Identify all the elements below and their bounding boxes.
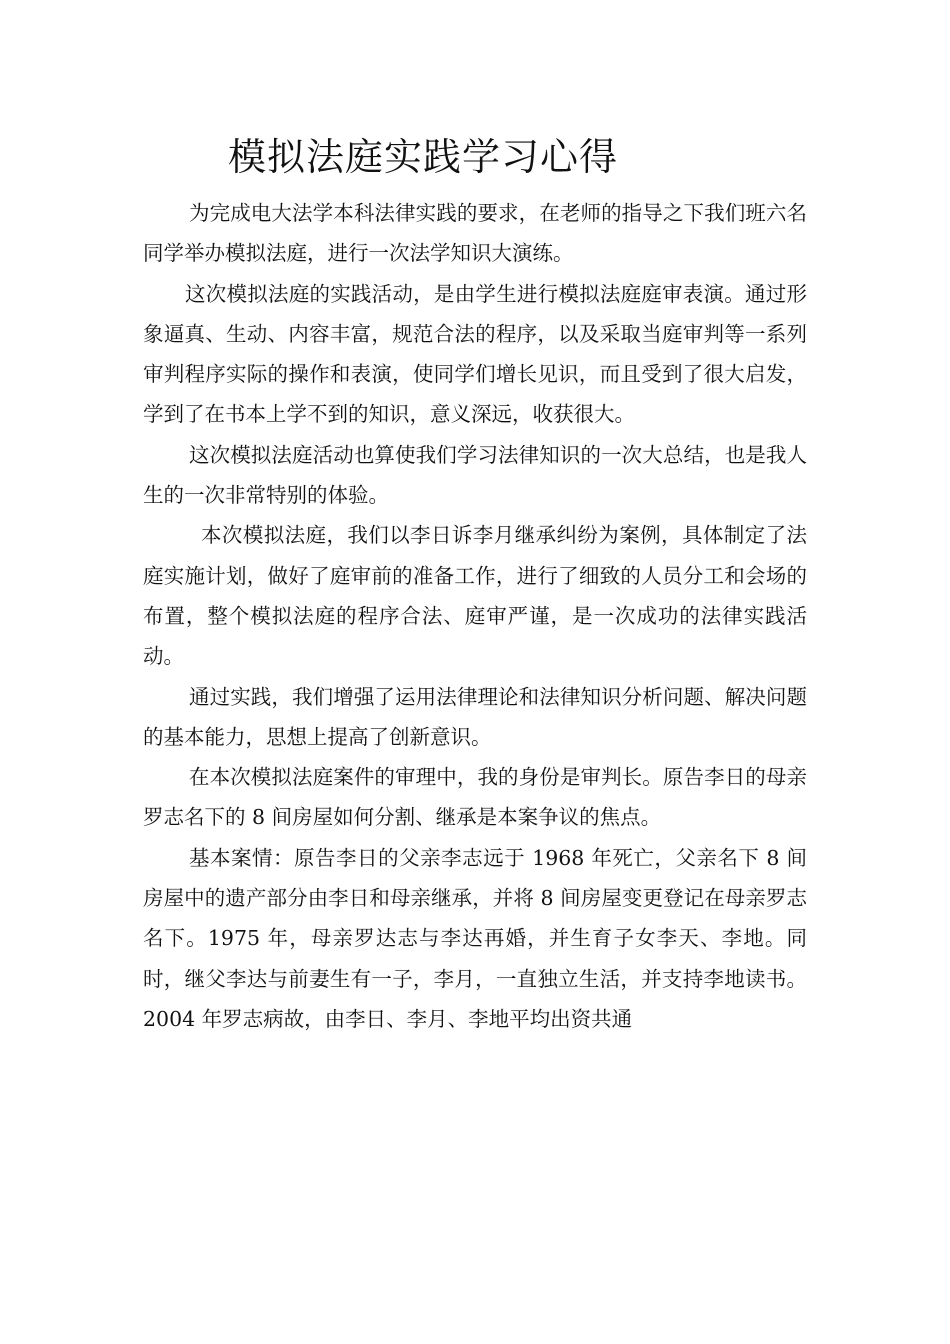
paragraph-6: 在本次模拟法庭案件的审理中，我的身份是审判长。原告李日的母亲罗志名下的 8 间房屋如何分割、继承是本案争议的焦点。 [143, 765, 807, 830]
document-body [143, 193, 807, 1039]
paragraph-1: 为完成电大法学本科法律实践的要求，在老师的指导之下我们班六名同学举办模拟法庭，进行一次法学知识大演练。 [143, 201, 807, 266]
document-title: 模拟法庭实践学习心得 [228, 135, 619, 180]
paragraph-3: 这次模拟法庭活动也算使我们学习法律知识的一次大总结，也是我人生的一次非常特别的体验。 [143, 442, 807, 508]
paragraph-5: 通过实践，我们增强了运用法律理论和法律知识分析问题、解决问题的基本能力，思想上提高了创新意识。 [143, 684, 807, 749]
paragraph-7: 基本案情：原告李日的父亲李志远于 1968 年死亡，父亲名下 8 间房屋中的遗产部分由李日和母亲继承，并将 8 间房屋变更登记在母亲罗志名下。1975 年，母亲罗达志与李达再婚，并生育子女李天、李地。同时，继父李达与前妻生有一子，李月，一直独立生活，并支持李地读书。2004 年罗志病故，由李日、李月、李地平均出资共通 [143, 845, 807, 1031]
paragraph-2: 这次模拟法庭的实践活动，是由学生进行模拟法庭庭审表演。通过形象逼真、生动、内容丰富，规范合法的程序，以及采取当庭审判等一系列审判程序实际的操作和表演，使同学们增长见识，而且受到了很大启发，学到了在书本上学不到的知识，意义深远，收获很大。 [143, 281, 807, 427]
paragraph-4: 本次模拟法庭，我们以李日诉李月继承纠纷为案例，具体制定了法庭实施计划，做好了庭审前的准备工作，进行了细致的人员分工和会场的布置，整个模拟法庭的程序合法、庭审严谨，是一次成功的法律实践活动。 [143, 523, 807, 669]
